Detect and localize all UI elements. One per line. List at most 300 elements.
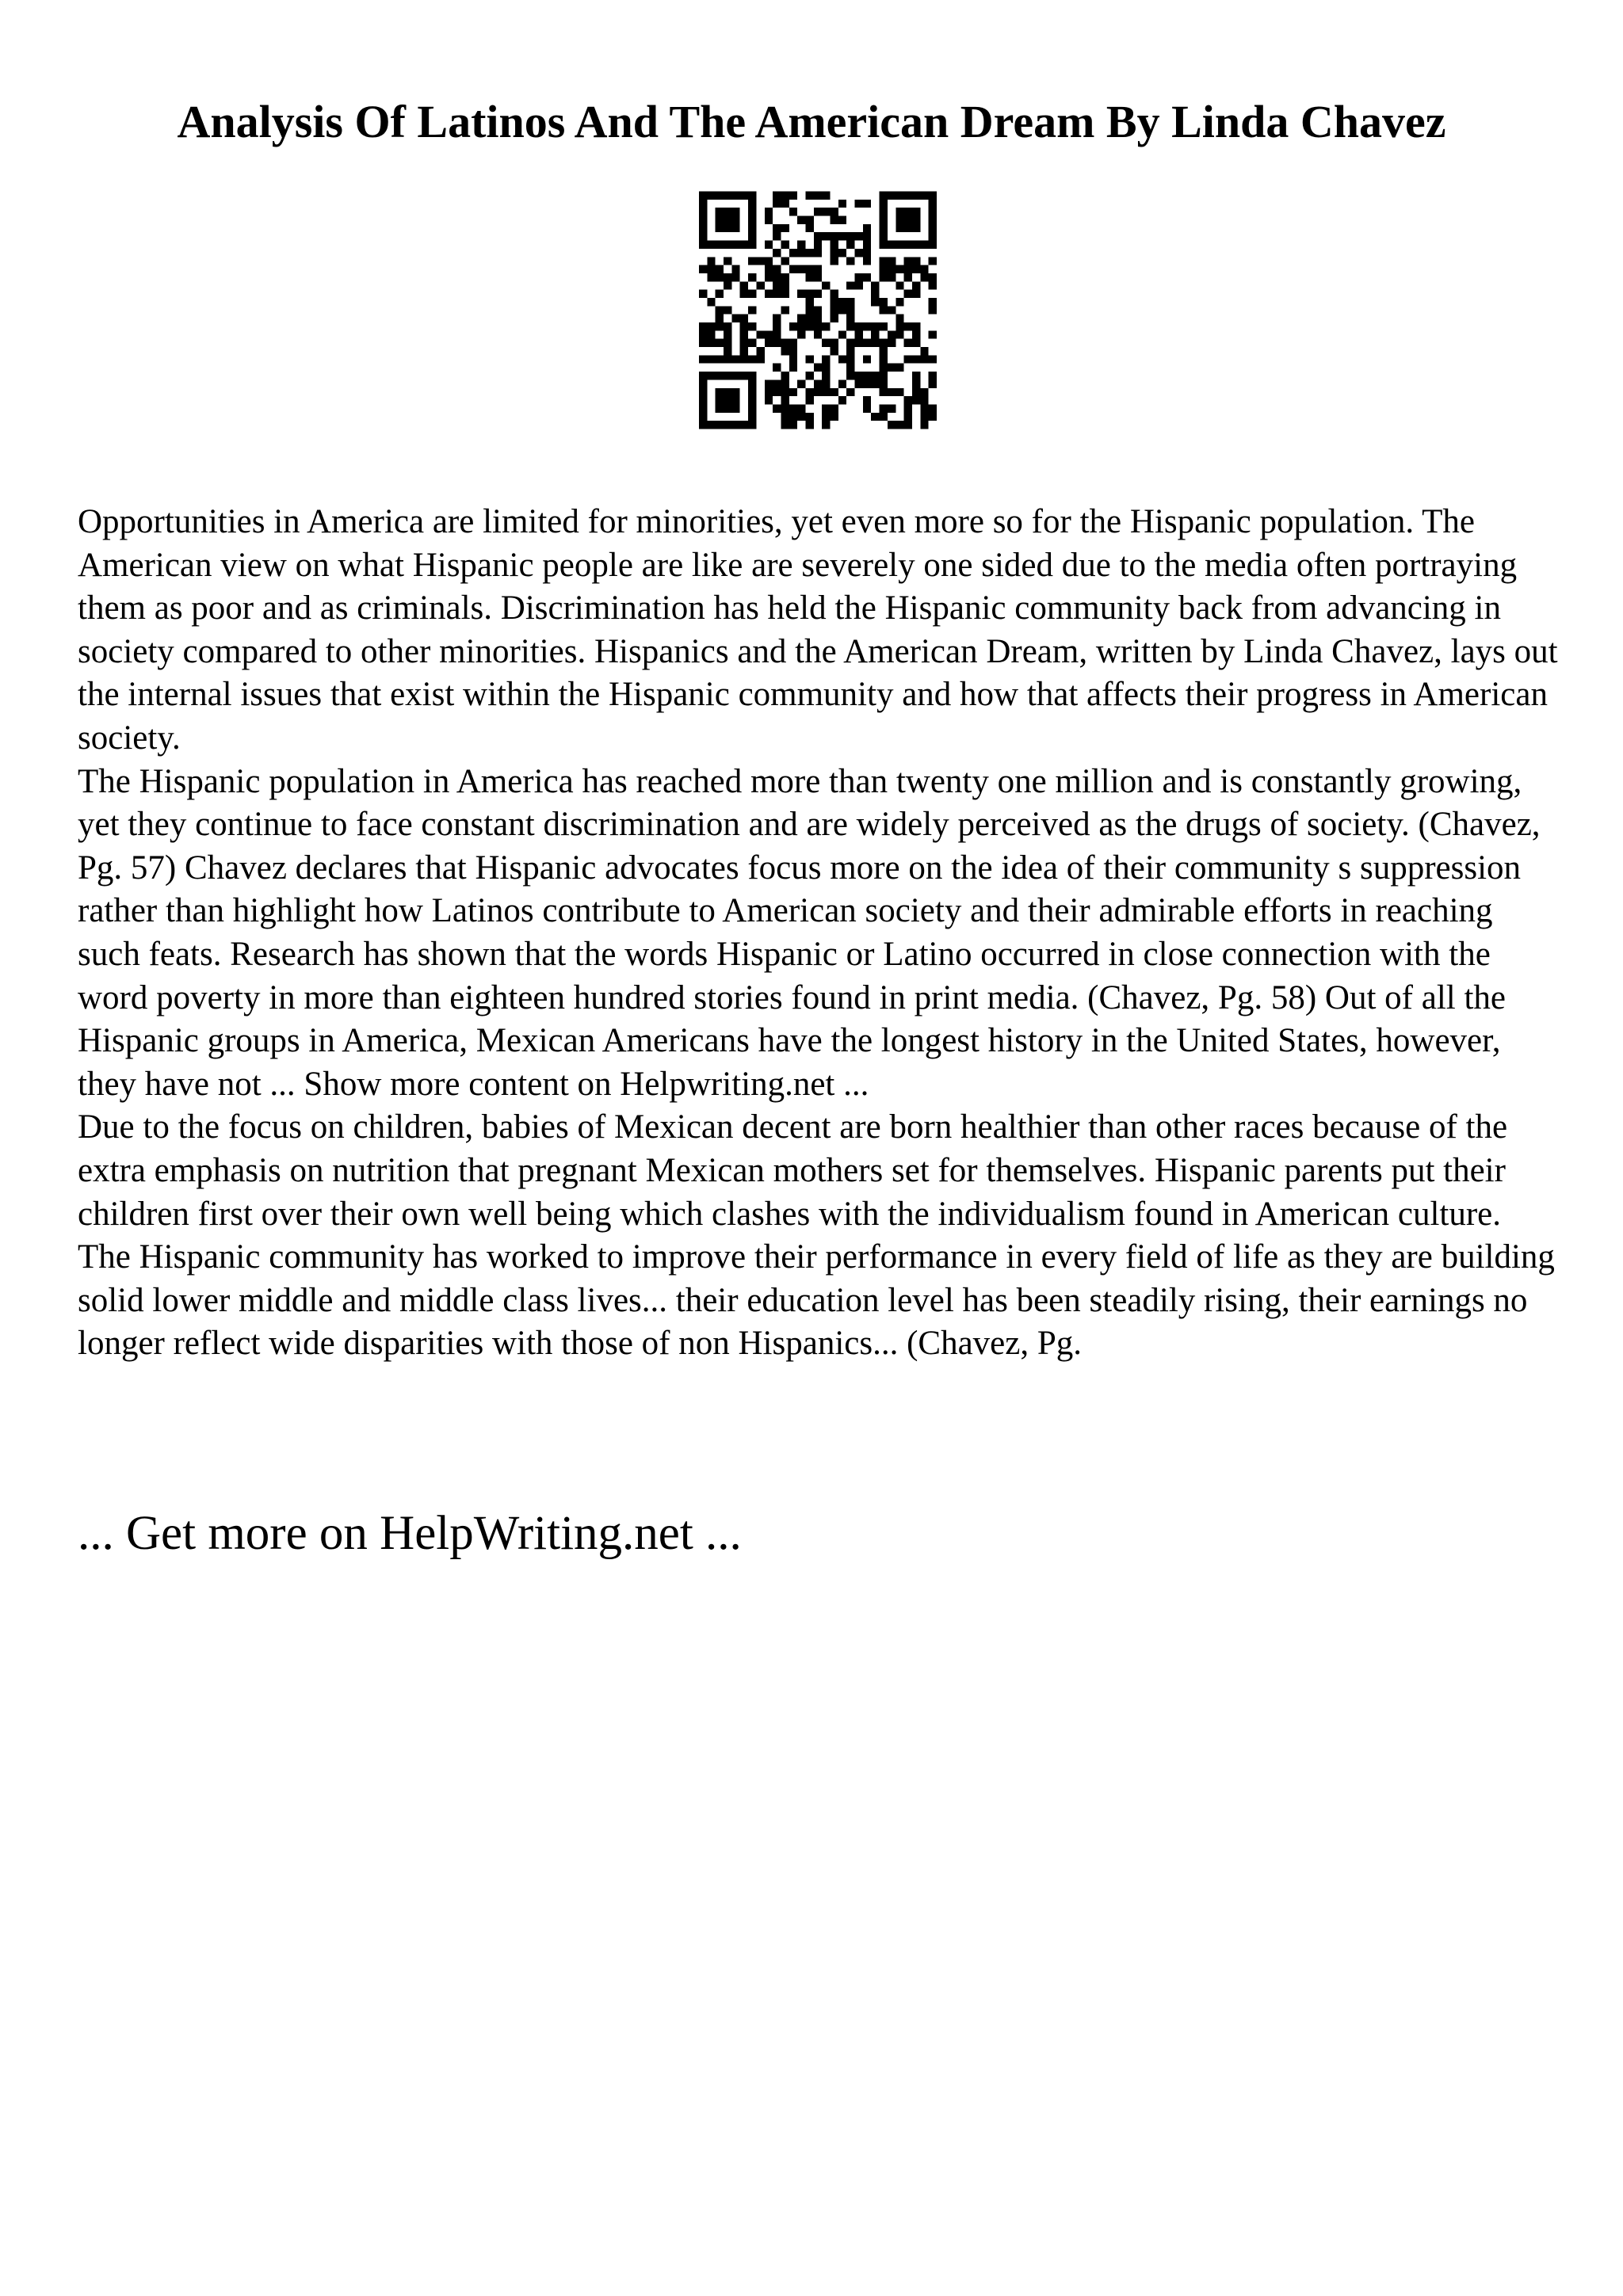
qr-module [863,224,871,232]
qr-module [781,273,789,281]
qr-module [846,232,854,240]
qr-module [831,249,838,257]
qr-module [748,232,756,240]
qr-module [838,249,846,257]
qr-module [748,241,756,249]
qr-module [748,216,756,224]
qr-module [831,413,838,421]
qr-module [781,379,789,387]
qr-module [929,355,937,363]
qr-module [912,355,920,363]
qr-module [773,224,781,232]
qr-module [814,364,822,372]
qr-module [896,421,903,429]
qr-module [880,192,888,200]
qr-module [748,200,756,208]
qr-module [888,265,896,273]
qr-module [724,396,731,404]
qr-module [699,241,707,249]
qr-module [822,364,830,372]
qr-module [880,208,888,215]
qr-module [880,339,888,347]
qr-module [699,216,707,224]
qr-module [731,404,739,412]
qr-module [920,404,928,412]
qr-module [904,404,912,412]
qr-module [838,216,846,224]
qr-module [765,257,773,265]
qr-module [880,372,888,379]
qr-module [716,306,724,314]
qr-module [789,208,797,215]
qr-module [773,404,781,412]
qr-module [929,208,937,215]
qr-module [716,224,724,232]
qr-module [904,421,912,429]
qr-module [724,404,731,412]
qr-module [805,224,813,232]
qr-module [929,224,937,232]
qr-module [773,273,781,281]
paragraph-2: The Hispanic population in America has reached more than twenty one million and is constantly growing, yet they continue to face constant discrimination and are widely perceived as the drugs of society. (Chavez, Pg. 57) Chavez declares that Hispanic advocates focus more on the idea of their community s suppression rather than highlight how Latinos contribute to American society and their admirable efforts in reaching such feats. Research has shown that the words Hispanic or Latino occurred in close connection with the word poverty in more than eighteen hundred stories found in print media. (Chavez, Pg. 58) Out of all the Hispanic groups in America, Mexican Americans have the longest history in the United States, however, they have not ... Show more content on Helpwriting.net ... [78,762,1541,1103]
qr-module [731,241,739,249]
qr-module [920,388,928,396]
qr-module [781,404,789,412]
qr-module [896,388,903,396]
qr-module [699,290,707,298]
qr-module [846,241,854,249]
qr-module [699,339,707,347]
qr-module [846,298,854,306]
qr-module [765,396,773,404]
qr-module [724,355,731,363]
qr-module [716,216,724,224]
qr-code-graphic [699,189,937,432]
qr-module [724,330,731,338]
qr-module [748,372,756,379]
qr-module [765,339,773,347]
qr-module [748,379,756,387]
qr-module [748,224,756,232]
qr-module [756,355,764,363]
qr-module [724,347,731,355]
qr-module [699,192,707,200]
qr-module [863,355,871,363]
qr-module [863,396,871,404]
qr-module [880,298,888,306]
qr-module [797,322,805,330]
qr-module [838,355,846,363]
qr-module [707,372,715,379]
qr-module [863,404,871,412]
qr-module [748,273,756,281]
qr-module [880,322,888,330]
qr-module [831,257,838,265]
qr-module [797,265,805,273]
qr-module [765,273,773,281]
qr-module [871,379,879,387]
qr-module [805,192,813,200]
qr-module [765,290,773,298]
qr-module [724,372,731,379]
qr-module [805,421,813,429]
qr-module [789,355,797,363]
qr-module [888,339,896,347]
qr-module [781,290,789,298]
qr-module [797,290,805,298]
qr-module [855,322,863,330]
qr-module [863,379,871,387]
qr-module [871,322,879,330]
qr-module [920,355,928,363]
qr-module [707,298,715,306]
qr-module [756,281,764,289]
qr-module [888,404,896,412]
qr-module [863,232,871,240]
qr-module [805,265,813,273]
qr-module [740,290,748,298]
qr-module [831,241,838,249]
qr-module [863,273,871,281]
qr-module [724,216,731,224]
qr-module [765,208,773,215]
qr-module [929,306,937,314]
qr-module [880,364,888,372]
qr-module [707,339,715,347]
qr-module [748,257,756,265]
qr-module [724,241,731,249]
qr-module [740,315,748,322]
qr-module [929,330,937,338]
qr-module [880,306,888,314]
qr-module [863,257,871,265]
qr-module [805,372,813,379]
qr-module [831,290,838,298]
qr-module [731,396,739,404]
qr-module [716,192,724,200]
qr-module [805,249,813,257]
qr-module [846,372,854,379]
qr-module [920,241,928,249]
qr-module [912,265,920,273]
qr-module [855,232,863,240]
qr-module [855,249,863,257]
qr-module [805,396,813,404]
qr-module [699,379,707,387]
qr-module [699,421,707,429]
qr-module [805,290,813,298]
qr-module [773,364,781,372]
qr-module [797,379,805,387]
qr-module [929,404,937,412]
qr-module [929,241,937,249]
qr-module [838,379,846,387]
qr-module [789,322,797,330]
qr-module [929,273,937,281]
qr-module [781,388,789,396]
qr-module [707,265,715,273]
qr-module [740,347,748,355]
qr-module [781,372,789,379]
qr-module [724,224,731,232]
qr-module [789,388,797,396]
qr-module [773,315,781,322]
qr-module [896,281,903,289]
qr-module [822,421,830,429]
qr-module [831,315,838,322]
qr-module [724,306,731,314]
qr-module [838,330,846,338]
qr-module [716,355,724,363]
qr-module [904,273,912,281]
qr-module [748,339,756,347]
qr-module [912,396,920,404]
qr-module [805,413,813,421]
qr-module [896,298,903,306]
qr-module [838,200,846,208]
qr-module [871,413,879,421]
qr-module [904,241,912,249]
qr-module [773,379,781,387]
qr-module [797,413,805,421]
qr-module [707,421,715,429]
qr-module [781,413,789,421]
qr-module [773,249,781,257]
qr-module [716,273,724,281]
qr-module [773,322,781,330]
qr-module [716,421,724,429]
document-body [78,501,1560,1366]
qr-module [781,192,789,200]
qr-module [880,388,888,396]
qr-module [846,364,854,372]
qr-module [871,281,879,289]
qr-module [880,265,888,273]
qr-module [748,355,756,363]
qr-module [880,232,888,240]
qr-module [805,216,813,224]
qr-module [929,192,937,200]
qr-module [773,281,781,289]
qr-module [773,330,781,338]
qr-module [920,421,928,429]
qr-module [716,290,724,298]
qr-module [920,347,928,355]
qr-module [716,372,724,379]
qr-module [920,265,928,273]
qr-module [929,216,937,224]
qr-module [855,200,863,208]
qr-module [863,339,871,347]
qr-module [831,208,838,215]
qr-module [724,192,731,200]
qr-module [846,355,854,363]
qr-module [822,322,830,330]
qr-module [912,241,920,249]
qr-module [724,257,731,265]
qr-module [814,379,822,387]
qr-module [781,257,789,265]
qr-module [781,339,789,347]
qr-module [724,339,731,347]
qr-module [814,192,822,200]
qr-module [846,322,854,330]
qr-module [888,306,896,314]
qr-module [707,355,715,363]
qr-module [880,216,888,224]
qr-module [863,241,871,249]
qr-module [748,208,756,215]
qr-module [880,224,888,232]
qr-module [731,273,739,281]
qr-module [716,208,724,215]
qr-module [789,347,797,355]
qr-module [822,404,830,412]
qr-module [731,355,739,363]
qr-module [699,388,707,396]
qr-module [904,413,912,421]
qr-module [846,339,854,347]
qr-module [929,298,937,306]
qr-module [748,322,756,330]
qr-module [740,355,748,363]
qr-module [773,192,781,200]
qr-module [731,192,739,200]
qr-module [904,355,912,363]
qr-module [912,330,920,338]
qr-module [846,347,854,355]
qr-module [748,396,756,404]
qr-code-icon [699,189,937,432]
qr-module [880,241,888,249]
qr-module [846,388,854,396]
qr-module [871,290,879,298]
qr-module [822,281,830,289]
qr-module [888,388,896,396]
qr-module [740,339,748,347]
qr-module [740,330,748,338]
qr-module [748,404,756,412]
qr-module [814,290,822,298]
qr-module [731,421,739,429]
document-title: Analysis Of Latinos And The American Dream By Linda Chavez [177,96,1446,147]
qr-module [740,192,748,200]
qr-module [716,404,724,412]
qr-module [880,413,888,421]
qr-module [896,216,903,224]
qr-module [740,241,748,249]
qr-module [929,413,937,421]
qr-module [880,404,888,412]
qr-module [904,322,912,330]
qr-module [814,306,822,314]
qr-module [699,322,707,330]
qr-module [904,290,912,298]
qr-module [781,306,789,314]
qr-module [814,273,822,281]
qr-module [731,265,739,273]
qr-module [740,322,748,330]
qr-module [888,192,896,200]
qr-module [888,421,896,429]
qr-module [765,241,773,249]
qr-module [904,339,912,347]
qr-module [789,192,797,200]
qr-module [912,192,920,200]
qr-module [805,355,813,363]
qr-module [912,290,920,298]
qr-module [831,339,838,347]
qr-module [748,306,756,314]
qr-module [789,413,797,421]
qr-module [699,265,707,273]
qr-module [765,379,773,387]
get-more-link[interactable]: ... Get more on HelpWriting.net ... [78,1507,742,1560]
qr-module [699,232,707,240]
qr-module [814,208,822,215]
qr-module [707,322,715,330]
qr-module [756,257,764,265]
qr-module [929,372,937,379]
qr-module [740,281,748,289]
qr-module [699,200,707,208]
qr-module [863,322,871,330]
qr-module [912,372,920,379]
qr-module [863,200,871,208]
qr-module [896,315,903,322]
qr-module [822,388,830,396]
qr-module [716,241,724,249]
qr-module [789,249,797,257]
qr-module [846,257,854,265]
qr-module [716,388,724,396]
qr-module [846,315,854,322]
qr-module [846,306,854,314]
qr-module [748,192,756,200]
qr-module [888,257,896,265]
qr-module [814,249,822,257]
qr-module [724,322,731,330]
qr-module [716,265,724,273]
qr-module [912,216,920,224]
qr-module [855,339,863,347]
qr-module [880,355,888,363]
qr-module [731,224,739,232]
qr-module [699,208,707,215]
qr-module [896,241,903,249]
qr-module [797,315,805,322]
qr-module [748,421,756,429]
qr-module [805,322,813,330]
qr-module [863,372,871,379]
qr-module [904,224,912,232]
qr-module [904,396,912,404]
qr-module [855,281,863,289]
qr-module [699,224,707,232]
qr-module [871,330,879,338]
qr-module [814,232,822,240]
qr-module [707,273,715,281]
qr-module [789,421,797,429]
qr-module [822,208,830,215]
qr-module [929,257,937,265]
qr-module [797,404,805,412]
qr-module [831,404,838,412]
qr-module [822,372,830,379]
qr-module [765,388,773,396]
qr-module [756,330,764,338]
qr-module [716,339,724,347]
